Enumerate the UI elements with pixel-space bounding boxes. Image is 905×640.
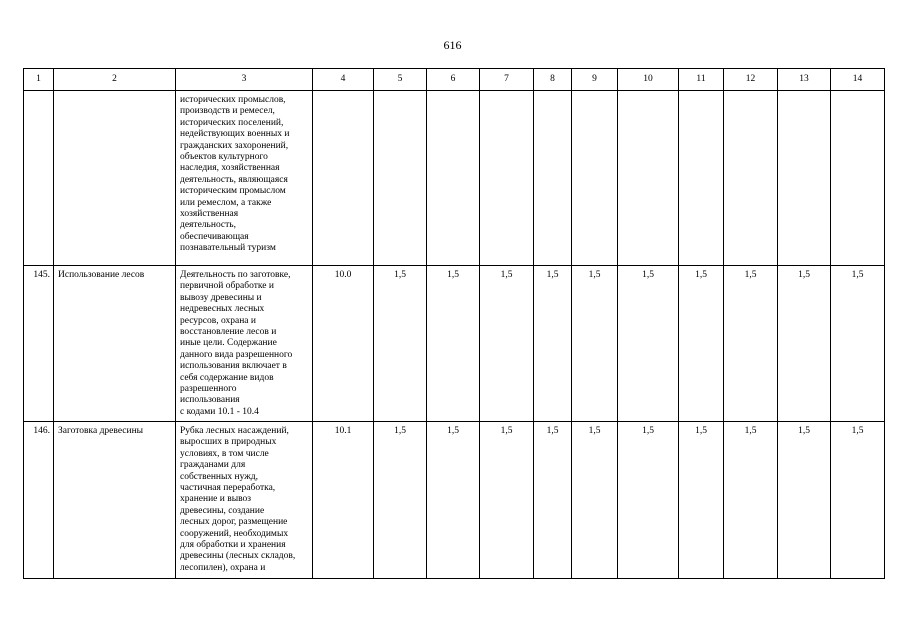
row-value: 1,5 [618, 422, 679, 579]
row-description: исторических промыслов, производств и ремесел, исторических поселений, недействующих военных и гражданских захоронений, объектов культурного наследия, хозяйственная деятельность, являющаяся историческим промыслом или ремеслом, а также хозяйственная деятельность, обеспечивающая познавательный туризм [176, 91, 313, 266]
row-value [618, 91, 679, 266]
table-row [24, 91, 885, 266]
row-value [480, 91, 534, 266]
row-value: 1,5 [374, 266, 427, 422]
row-value: 1,5 [679, 266, 724, 422]
row-value [778, 91, 831, 266]
row-value: 1,5 [831, 422, 885, 579]
table-header-row [24, 69, 885, 91]
row-value: 1,5 [480, 266, 534, 422]
column-header: 10 [618, 69, 679, 91]
row-code [313, 91, 374, 266]
column-header: 7 [480, 69, 534, 91]
row-value [724, 91, 778, 266]
row-value: 1,5 [534, 266, 572, 422]
row-value [831, 91, 885, 266]
document-table [23, 68, 885, 579]
row-value: 1,5 [778, 266, 831, 422]
row-description: Деятельность по заготовке, первичной обработке и вывозу древесины и недревесных лесных ресурсов, охрана и восстановление лесов и иные цели. Содержание данного вида разрешенного использования включает в себя содержание видов разрешенного использования с кодами 10.1 - 10.4 [176, 266, 313, 422]
row-value: 1,5 [480, 422, 534, 579]
row-number: 146. [24, 422, 54, 579]
row-name: Использование лесов [54, 266, 176, 422]
column-header: 4 [313, 69, 374, 91]
row-value: 1,5 [724, 266, 778, 422]
row-name: Заготовка древесины [54, 422, 176, 579]
row-value: 1,5 [374, 422, 427, 579]
row-value [572, 91, 618, 266]
row-value: 1,5 [572, 266, 618, 422]
row-value: 1,5 [618, 266, 679, 422]
column-header: 6 [427, 69, 480, 91]
row-value: 1,5 [778, 422, 831, 579]
row-value: 1,5 [427, 422, 480, 579]
row-value [534, 91, 572, 266]
column-header: 9 [572, 69, 618, 91]
column-header: 14 [831, 69, 885, 91]
row-value [679, 91, 724, 266]
row-value: 1,5 [427, 266, 480, 422]
column-header: 2 [54, 69, 176, 91]
column-header: 5 [374, 69, 427, 91]
row-value [374, 91, 427, 266]
row-code: 10.0 [313, 266, 374, 422]
table-row [24, 266, 885, 422]
column-header: 13 [778, 69, 831, 91]
column-header: 11 [679, 69, 724, 91]
column-header: 1 [24, 69, 54, 91]
row-number [24, 91, 54, 266]
column-header: 12 [724, 69, 778, 91]
row-value [427, 91, 480, 266]
page-number: 616 [443, 38, 462, 52]
column-header: 3 [176, 69, 313, 91]
row-value: 1,5 [534, 422, 572, 579]
row-value: 1,5 [724, 422, 778, 579]
column-header: 8 [534, 69, 572, 91]
row-value: 1,5 [572, 422, 618, 579]
row-name [54, 91, 176, 266]
table-row [24, 422, 885, 579]
row-description: Рубка лесных насаждений, выросших в природных условиях, в том числе гражданами для собственных нужд, частичная переработка, хранение и вывоз древесины, создание лесных дорог, размещение сооружений, необходимых для обработки и хранения древесины (лесных складов, лесопилен), охрана и [176, 422, 313, 579]
row-code: 10.1 [313, 422, 374, 579]
row-value: 1,5 [831, 266, 885, 422]
row-value: 1,5 [679, 422, 724, 579]
row-number: 145. [24, 266, 54, 422]
